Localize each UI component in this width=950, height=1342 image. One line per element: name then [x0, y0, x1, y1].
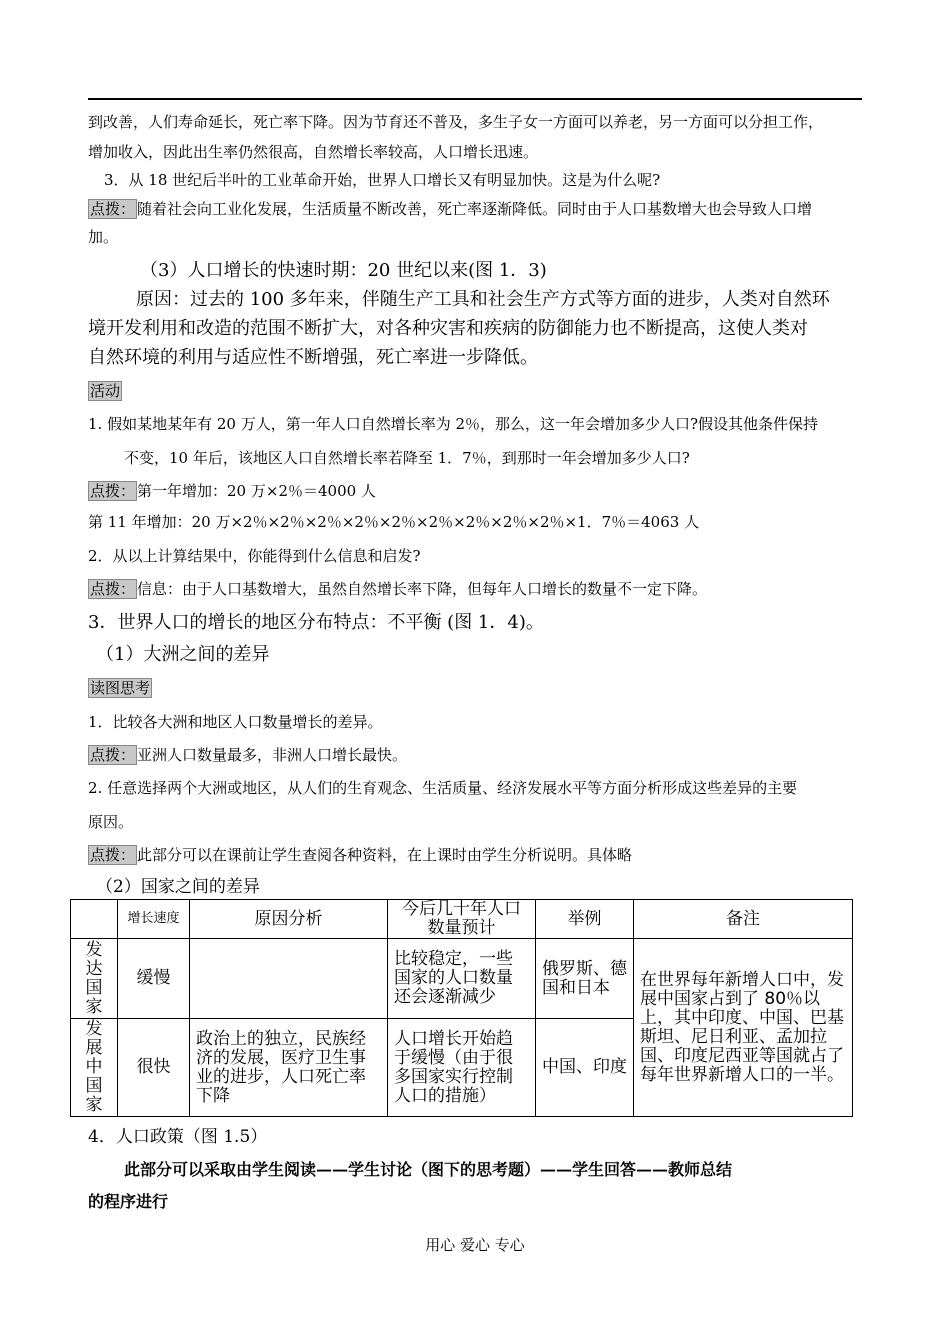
question: 2．从以上计算结果中，你能得到什么信息和启发?: [88, 547, 421, 565]
hint-paragraph: 点拨： 第一年增加：20 万×2％＝4000 人: [90, 482, 376, 500]
row-label-developed: 发达国家: [71, 939, 118, 1019]
cell-forecast: 比较稳定，一些国家的人口数量还会逐渐减少: [388, 939, 536, 1019]
question: 1．比较各大洲和地区人口数量增长的差异。: [88, 713, 383, 731]
table-corner-cell: [71, 900, 118, 939]
section-heading: （2）国家之间的差异: [96, 877, 260, 897]
section-heading: （1）大洲之间的差异: [96, 644, 270, 665]
row-label-developing: 发展中国家: [71, 1019, 118, 1117]
text-line: 到改善，人们寿命延长，死亡率下降。因为节育还不普及，多生子女一方面可以养老，另一方面可以分担工作，: [88, 113, 824, 131]
bold-instruction: 的程序进行: [88, 1192, 169, 1211]
header-example: 举例: [536, 900, 634, 939]
header-cause: 原因分析: [190, 900, 388, 939]
hint-paragraph: 点拨： 随着社会向工业化发展，生活质量不断改善，死亡率逐渐降低。同时由于人口基数增大也会导致人口增: [90, 200, 813, 218]
hint-tag: 点拨：: [90, 746, 136, 764]
hint-paragraph: 点拨： 信息：由于人口基数增大，虽然自然增长率下降，但每年人口增长的数量不一定下降。: [90, 580, 708, 598]
body-line: 原因：过去的 100 多年来，伴随生产工具和社会生产方式等方面的进步，人类对自然环: [136, 289, 830, 310]
cell-speed: 很快: [118, 1019, 190, 1117]
section-heading: 4．人口政策（图 1.5）: [88, 1127, 268, 1147]
readmap-tag-line: [88, 678, 864, 698]
activity-tag: 活动: [90, 382, 121, 400]
question: 2. 任意选择两个大洲或地区，从人们的生育观念、生活质量、经济发展水平等方面分析形成这些差异的主要: [88, 779, 798, 797]
text-line: 第 11 年增加：20 万×2％×2％×2％×2％×2％×2％×2％×2％×2％×1．7％＝4063 人: [88, 513, 700, 531]
comparison-table: [70, 899, 853, 1117]
hint-tag: 点拨：: [90, 580, 136, 598]
table-row: [71, 939, 853, 1019]
cell-forecast: 人口增长开始趋于缓慢（由于很多国家实行控制人口的措施）: [388, 1019, 536, 1117]
hint-tag: 点拨：: [90, 482, 136, 500]
cell-speed: 缓慢: [118, 939, 190, 1019]
hint-paragraph: 点拨： 亚洲人口数量最多，非洲人口增长最快。: [90, 746, 408, 764]
cell-example: 中国、印度: [536, 1019, 634, 1117]
cell-example: 俄罗斯、德国和日本: [536, 939, 634, 1019]
activity-tag-line: [88, 381, 864, 401]
header-forecast: 今后几十年人口数量预计: [388, 900, 536, 939]
section-heading: （3）人口增长的快速时期：20 世纪以来(图 1．3): [140, 260, 547, 281]
header-rule: [88, 98, 862, 100]
body-line: 境开发利用和改造的范围不断扩大，对各种灾害和疾病的防御能力也不断提高，这使人类对: [88, 318, 808, 339]
cell-cause: 政治上的独立，民族经济的发展，医疗卫生事业的进步，人口死亡率下降: [190, 1019, 388, 1117]
question: 3．从 18 世纪后半叶的工业革命开始，世界人口增长又有明显加快。这是为什么呢?: [104, 171, 661, 189]
text-line: 加。: [88, 228, 119, 246]
header-growth-speed: 增长速度: [118, 900, 190, 939]
cell-cause: [190, 939, 388, 1019]
section-heading: 3．世界人口的增长的地区分布特点：不平衡 (图 1．4)。: [88, 612, 544, 633]
hint-tag: 点拨：: [90, 846, 136, 864]
page-footer: 用心 爱心 专心: [425, 1236, 525, 1254]
question: 1. 假如某地某年有 20 万人，第一年人口自然增长率为 2％，那么，这一年会增加多少人口?假设其他条件保持: [88, 415, 819, 433]
cell-notes: 在世界每年新增人口中，发展中国家占到了 80％以上，其中印度、中国、巴基斯坦、尼日利亚、孟加拉国、印度尼西亚等国就占了每年世界新增人口的一半。: [634, 939, 853, 1117]
text-line: 增加收入，因此出生率仍然很高，自然增长率较高，人口增长迅速。: [88, 143, 539, 161]
question: 不变，10 年后，该地区人口自然增长率若降至 1．7％，到那时一年会增加多少人口?: [124, 449, 690, 467]
body-line: 自然环境的利用与适应性不断增强，死亡率进一步降低。: [88, 347, 538, 368]
hint-paragraph: 点拨： 此部分可以在课前让学生查阅各种资料，在上课时由学生分析说明。具体略: [90, 846, 633, 864]
table-header-row: [71, 900, 853, 939]
hint-tag: 点拨：: [90, 200, 136, 218]
bold-instruction: 此部分可以采取由学生阅读——学生讨论（图下的思考题）——学生回答——教师总结: [124, 1160, 733, 1179]
readmap-tag: 读图思考: [90, 679, 151, 697]
text-line: 原因。: [88, 813, 134, 831]
header-notes: 备注: [634, 900, 853, 939]
